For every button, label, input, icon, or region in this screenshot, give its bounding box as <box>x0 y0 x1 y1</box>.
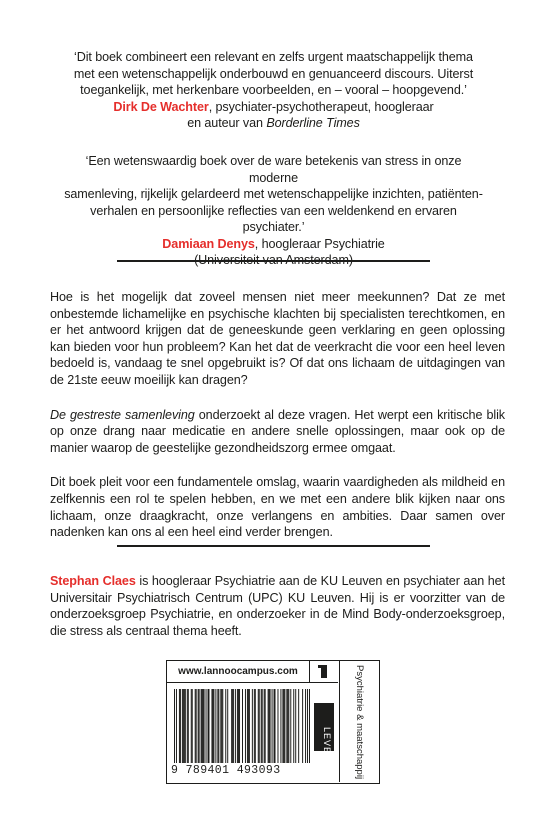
barcode-bar <box>206 689 207 763</box>
barcode-bar <box>176 689 177 763</box>
barcode-bar <box>283 689 284 763</box>
author-bio <box>50 573 505 639</box>
blurb-paragraph-2 <box>50 407 505 457</box>
barcode-bar <box>290 689 291 763</box>
barcode-bar <box>305 689 306 763</box>
quote-attribution-extra <box>60 115 487 132</box>
series-label: LEVEN <box>322 727 332 762</box>
barcode-bar <box>203 689 204 763</box>
quote-line: toegankelijk, met herkenbare voorbeelden, en – vooral – hoopgevend.’ <box>80 83 467 97</box>
barcode-bar <box>247 689 248 763</box>
quote-attribution <box>60 99 487 116</box>
bio-author-name: Stephan Claes <box>50 574 136 588</box>
barcode-main <box>167 661 340 782</box>
barcode-bar <box>182 689 183 763</box>
barcode-bar <box>275 689 276 763</box>
barcode-bar <box>262 689 263 763</box>
barcode-bar <box>248 689 249 763</box>
quote-author: Dirk De Wachter <box>113 99 209 114</box>
barcode-bar <box>258 689 259 763</box>
barcode-bar <box>191 689 192 763</box>
barcode-bar <box>270 689 271 763</box>
quote-line: verhalen en persoonlijke reflecties van een weldenkend en ervaren psychiater.’ <box>90 203 457 234</box>
barcode-bar <box>242 689 243 763</box>
barcode-bar <box>237 689 238 763</box>
publisher-url: www.lannoocampus.com <box>167 661 310 683</box>
barcode-bars <box>174 689 310 763</box>
barcode-bar <box>254 689 255 763</box>
blurb-paragraph-2-text: onderzoekt al deze vragen. Het werpt een kritische blik op onze drang naar medicatie en andere snelle oplossingen, maar ook op de manier waarop de geestelijke gezondheidszorg ermee omgaat. <box>50 407 505 455</box>
barcode-bar <box>184 689 185 763</box>
barcode-bar <box>261 689 262 763</box>
divider <box>117 260 430 262</box>
author-role: , hoogleraar Psychiatrie <box>254 236 385 251</box>
author-extra-prefix: en auteur van <box>187 116 267 130</box>
series-cell <box>310 683 338 782</box>
barcode-bar <box>255 689 256 763</box>
barcode-bar <box>288 689 289 763</box>
barcode-bar <box>287 689 288 763</box>
barcode-bar <box>268 689 269 763</box>
barcode-bar <box>221 689 222 763</box>
barcode-bar <box>204 689 205 763</box>
barcode-bar <box>220 689 221 763</box>
barcode-bar <box>222 689 223 763</box>
barcode-bar <box>179 689 180 763</box>
barcode-bar <box>298 689 299 763</box>
book-title: Borderline Times <box>266 116 360 130</box>
bio-text: is hoogleraar Psychiatrie aan de KU Leuven en psychiater aan het Universitair Psychiatrisch Centrum (UPC) KU Leuven. Hij is er voorzitter van de onderzoeksgroep Psychiatrie, en onderzoeker in de Mind Body-onderzoeksgroep, die stress als centraal thema heeft. <box>50 574 505 638</box>
endorsement-quote-2 <box>60 153 487 269</box>
book-title: De gestreste samenleving <box>50 407 195 422</box>
barcode-bar <box>238 689 239 763</box>
bio-paragraph <box>50 573 505 639</box>
quote-author: Damiaan Denys <box>162 236 255 251</box>
barcode-bar <box>174 689 175 763</box>
barcode-bar <box>272 689 273 763</box>
isbn-number: 9 789401 493093 <box>171 764 281 777</box>
barcode-bar <box>225 689 226 763</box>
barcode-bar <box>235 689 236 763</box>
barcode-bar <box>282 689 283 763</box>
barcode-bar <box>196 689 197 763</box>
barcode-panel <box>166 660 380 784</box>
barcode-bar <box>269 689 270 763</box>
barcode-bar <box>239 689 240 763</box>
barcode-bar <box>231 689 232 763</box>
quote-line: ‘Dit boek combineert een relevant en zelfs urgent maatschappelijk thema <box>74 50 473 64</box>
barcode-bar <box>185 689 186 763</box>
quote-line: samenleving, rijkelijk gelardeerd met wetenschappelijke inzichten, patiënten- <box>64 187 483 201</box>
series-badge <box>314 703 334 762</box>
barcode-bar <box>195 689 196 763</box>
blurb-paragraph-1: Hoe is het mogelijk dat zoveel mensen niet meer meekunnen? Dat ze met onbestemde lichamelijke en psychische klachten bij specialisten terechtkomen, en er het antwoord krijgen dat de geneeskunde geen verklaring en geen oplossing kan bieden voor hun probleem? Kan het dat de veerkracht die voor een heel leven bedoeld is, vandaag te snel opgebruikt is? Of dat ons lichaam de uitdagingen van de 21ste eeuw moeilijk kan dragen? <box>50 290 505 387</box>
publisher-logo-cell <box>310 661 338 683</box>
barcode-bar <box>295 689 296 763</box>
barcode-bar <box>280 689 281 763</box>
barcode-bar <box>213 689 214 763</box>
barcode-bar <box>259 689 260 763</box>
barcode-bar <box>183 689 184 763</box>
author-role: , psychiater-psychotherapeut, hoogleraar <box>208 99 434 114</box>
barcode-bar <box>286 689 287 763</box>
quote-attribution <box>60 236 487 253</box>
barcode-bar <box>264 689 265 763</box>
blurb-paragraph-3: Dit boek pleit voor een fundamentele omslag, waarin vaardigheden als mildheid en zelfkennis een rol te spelen hebben, en we met een andere blik kijken naar ons lichaam, onze draagkracht, onze verlangens en ambities. Daar samen over nadenken kan ons al een heel eind verder brengen. <box>50 475 505 540</box>
quote-line: ‘Een wetenswaardig boek over de ware betekenis van stress in onze moderne <box>85 154 462 185</box>
barcode-bar <box>188 689 189 763</box>
barcode-bar <box>218 689 219 763</box>
barcode-bar <box>277 689 278 763</box>
divider <box>117 545 430 547</box>
category-label: Psychiatrie & maatschappij <box>354 665 365 780</box>
barcode-bar <box>265 689 266 763</box>
barcode-bar <box>208 689 209 763</box>
barcode-bar <box>249 689 250 763</box>
barcode-bar <box>252 689 253 763</box>
barcode-bar <box>217 689 218 763</box>
quote-line: met een wetenschappelijk onderbouwd en genuanceerd discours. Uiterst <box>73 66 474 81</box>
barcode-bar <box>180 689 181 763</box>
barcode-bar <box>199 689 200 763</box>
barcode-bar <box>227 689 228 763</box>
barcode-bar <box>212 689 213 763</box>
blurb <box>50 289 505 541</box>
barcode-bar <box>293 689 294 763</box>
barcode-bar <box>245 689 246 763</box>
barcode-bar <box>211 689 212 763</box>
barcode-bar <box>307 689 308 763</box>
barcode-bar <box>192 689 193 763</box>
barcode-bar <box>302 689 303 763</box>
barcode-bar <box>284 689 285 763</box>
barcode-bar <box>187 689 188 763</box>
barcode-bar <box>208 689 209 763</box>
barcode-bar <box>198 689 199 763</box>
barcode-bar <box>215 689 216 763</box>
endorsement-quote-1 <box>60 49 487 132</box>
publisher-logo-icon <box>321 665 327 678</box>
barcode-bar <box>201 689 202 763</box>
barcode-bar <box>202 689 203 763</box>
barcode-bar <box>232 689 233 763</box>
barcode-bar <box>233 689 234 763</box>
barcode-bar <box>274 689 275 763</box>
